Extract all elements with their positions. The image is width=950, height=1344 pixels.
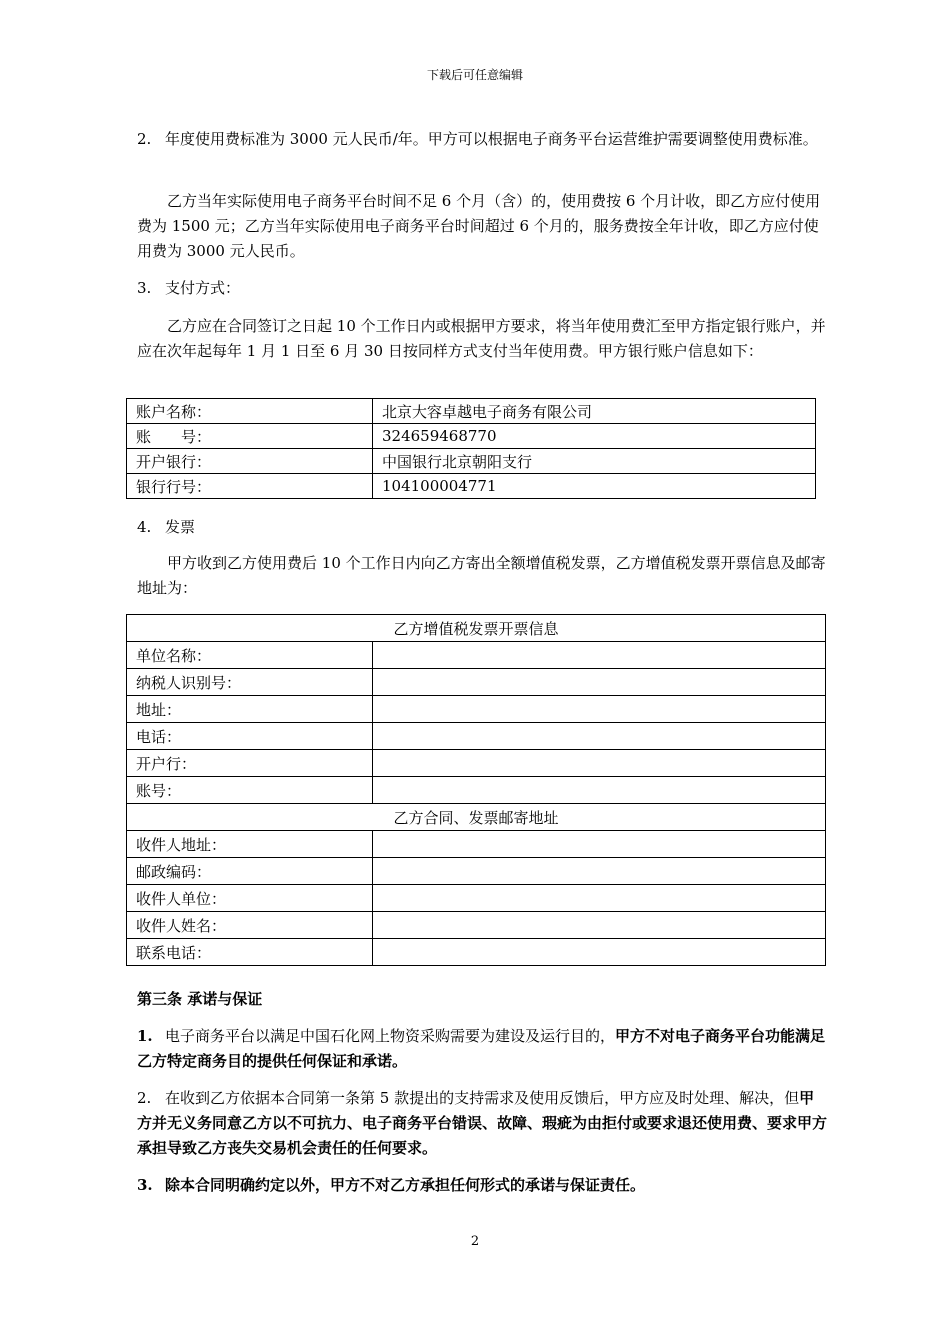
field-value-cell — [373, 777, 826, 804]
bank-label: 开户银行： — [127, 449, 373, 474]
item-text-bold: 甲方并无义务同意乙方以不可抗力、电子商务平台错误、故障、瑕疵为由拒付或要求退还使用费、要求甲方承担导致乙方丧失交易机会责任的任何要求。 — [137, 1089, 828, 1157]
bank-value: 324659468770 — [373, 424, 816, 449]
section-title-mailing-address: 乙方合同、发票邮寄地址 — [127, 804, 826, 831]
item-number: 3. — [137, 279, 152, 297]
item-number: 4. — [137, 518, 152, 536]
table-row — [127, 939, 826, 966]
field-label: 联系电话： — [127, 939, 373, 966]
table-row — [127, 831, 826, 858]
article-3-item-2 — [137, 1086, 827, 1161]
table-row — [127, 912, 826, 939]
field-label: 单位名称： — [127, 642, 373, 669]
table-row — [127, 696, 826, 723]
field-label: 地址： — [127, 696, 373, 723]
table-row — [127, 424, 816, 449]
table-row — [127, 723, 826, 750]
field-value-cell — [373, 885, 826, 912]
field-label: 账号： — [127, 777, 373, 804]
item-number: 2. — [137, 130, 152, 148]
paragraph-payment-detail: 乙方应在合同签订之日起 10 个工作日内或根据甲方要求，将当年使用费汇至甲方指定银行账户，并应在次年起每年 1 月 1 日至 6 月 30 日按同样方式支付当年使用费。甲方银行账户信息如下： — [137, 317, 826, 360]
paragraph-invoice — [137, 515, 827, 540]
bank-label: 账 号： — [127, 424, 373, 449]
item-text: 在收到乙方依据本合同第一条第 5 款提出的支持需求及使用反馈后，甲方应及时处理、解决，但 — [165, 1089, 800, 1107]
bank-value: 中国银行北京朝阳支行 — [373, 449, 816, 474]
article-3-item-1 — [137, 1024, 827, 1074]
field-value-cell — [373, 669, 826, 696]
item-text: 支付方式： — [165, 279, 241, 297]
field-label: 收件人地址： — [127, 831, 373, 858]
table-row — [127, 750, 826, 777]
bank-label: 账户名称： — [127, 399, 373, 424]
bank-value: 104100004771 — [373, 474, 816, 499]
bank-label: 银行行号： — [127, 474, 373, 499]
page-header: 下载后可任意编辑 — [426, 68, 523, 82]
field-value-cell — [373, 939, 826, 966]
paragraph-usage-fee — [137, 127, 827, 152]
field-label: 纳税人识别号： — [127, 669, 373, 696]
field-label: 收件人姓名： — [127, 912, 373, 939]
table-row — [127, 777, 826, 804]
item-number: 1. — [137, 1027, 153, 1045]
section-title-invoice-info: 乙方增值税发票开票信息 — [127, 615, 826, 642]
table-row — [127, 399, 816, 424]
item-number: 3. — [137, 1176, 153, 1194]
paragraph-invoice-detail: 甲方收到乙方使用费后 10 个工作日内向乙方寄出全额增值税发票，乙方增值税发票开票信息及邮寄地址为： — [137, 554, 826, 597]
paragraph-payment-method — [137, 276, 827, 301]
article-3-title: 第三条 承诺与保证 — [137, 990, 263, 1008]
field-label: 收件人单位： — [127, 885, 373, 912]
item-text-bold: 除本合同明确约定以外，甲方不对乙方承担任何形式的承诺与保证责任。 — [165, 1176, 646, 1194]
table-section-header — [127, 804, 826, 831]
table-row — [127, 474, 816, 499]
table-row — [127, 885, 826, 912]
table-row — [127, 669, 826, 696]
invoice-info-table — [126, 614, 826, 966]
field-label: 电话： — [127, 723, 373, 750]
field-value-cell — [373, 642, 826, 669]
table-row — [127, 449, 816, 474]
bank-account-table — [126, 398, 816, 499]
field-value-cell — [373, 696, 826, 723]
bank-value: 北京大容卓越电子商务有限公司 — [373, 399, 816, 424]
field-value-cell — [373, 912, 826, 939]
article-3-item-3 — [137, 1173, 827, 1198]
item-text: 电子商务平台以满足中国石化网上物资采购需要为建设及运行目的， — [165, 1027, 616, 1045]
table-row — [127, 858, 826, 885]
item-number: 2. — [137, 1089, 152, 1107]
field-value-cell — [373, 750, 826, 777]
table-row — [127, 642, 826, 669]
field-value-cell — [373, 831, 826, 858]
field-value-cell — [373, 858, 826, 885]
item-text-bold: 甲方不对电子商务平台功能满足乙方特定商务目的提供任何保证和承诺。 — [137, 1027, 826, 1070]
table-section-header — [127, 615, 826, 642]
item-text: 年度使用费标准为 3000 元人民币/年。甲方可以根据电子商务平台运营维护需要调整使用费标准。 — [165, 130, 818, 148]
paragraph-usage-fee-detail: 乙方当年实际使用电子商务平台时间不足 6 个月（含）的，使用费按 6 个月计收，即乙方应付使用费为 1500 元；乙方当年实际使用电子商务平台时间超过 6 个月的，服务费按全年计收，即乙方应付使用费为 3000 元人民币。 — [137, 192, 821, 260]
field-label: 邮政编码： — [127, 858, 373, 885]
field-label: 开户行： — [127, 750, 373, 777]
page-number: 2 — [470, 1234, 480, 1249]
field-value-cell — [373, 723, 826, 750]
item-text: 发票 — [165, 518, 196, 536]
